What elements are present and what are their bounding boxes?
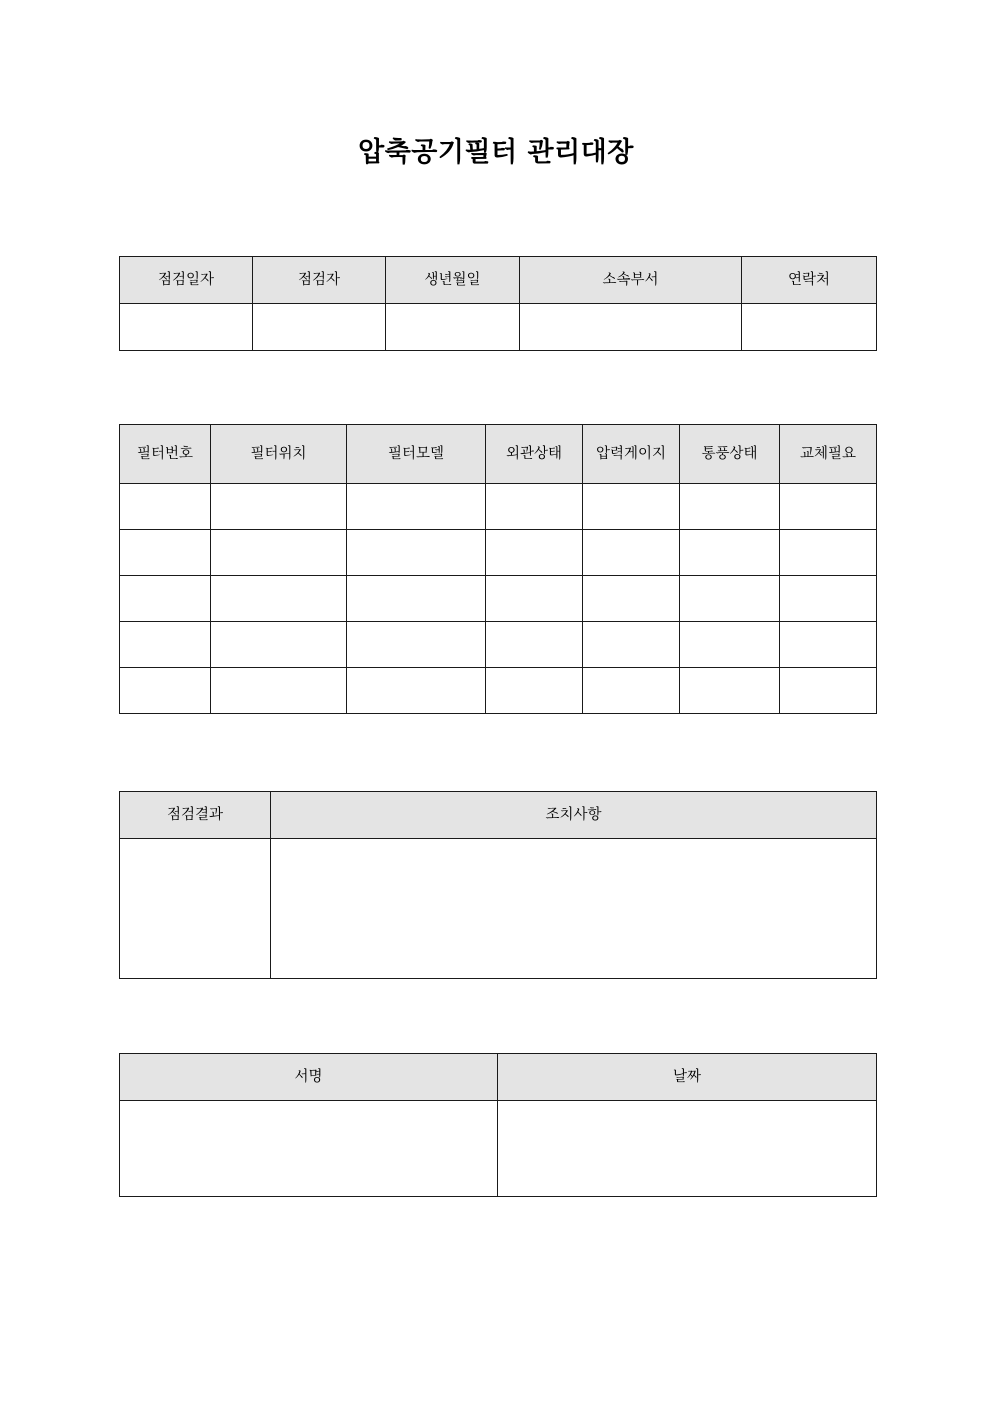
- cell-filter-location[interactable]: [211, 668, 347, 714]
- header-birth-date: 생년월일: [386, 257, 520, 304]
- cell-filter-number[interactable]: [120, 576, 211, 622]
- cell-filter-number[interactable]: [120, 622, 211, 668]
- cell-department[interactable]: [520, 304, 742, 351]
- cell-replacement-needed[interactable]: [780, 530, 877, 576]
- cell-ventilation-state[interactable]: [680, 668, 780, 714]
- header-ventilation-state: 통풍상태: [680, 425, 780, 484]
- cell-birth-date[interactable]: [386, 304, 520, 351]
- header-inspector-name: 점검자: [253, 257, 386, 304]
- filter-checklist-table: [119, 424, 877, 714]
- table-header-row: [120, 257, 877, 304]
- header-action-taken: 조치사항: [271, 792, 877, 839]
- page-title: 압축공기필터 관리대장: [358, 137, 634, 168]
- table-row: [120, 668, 877, 714]
- cell-filter-location[interactable]: [211, 484, 347, 530]
- cell-pressure-gauge[interactable]: [583, 622, 680, 668]
- header-pressure-gauge: 압력게이지: [583, 425, 680, 484]
- header-replacement-needed: 교체필요: [780, 425, 877, 484]
- cell-filter-model[interactable]: [347, 484, 486, 530]
- table-row: [120, 1101, 877, 1197]
- cell-appearance-state[interactable]: [486, 530, 583, 576]
- header-date: 날짜: [498, 1054, 877, 1101]
- cell-filter-model[interactable]: [347, 576, 486, 622]
- table-row: [120, 576, 877, 622]
- cell-signature[interactable]: [120, 1101, 498, 1197]
- table-header-row: [120, 792, 877, 839]
- cell-replacement-needed[interactable]: [780, 484, 877, 530]
- cell-ventilation-state[interactable]: [680, 484, 780, 530]
- cell-pressure-gauge[interactable]: [583, 668, 680, 714]
- header-contact: 연락처: [742, 257, 877, 304]
- cell-appearance-state[interactable]: [486, 622, 583, 668]
- cell-replacement-needed[interactable]: [780, 668, 877, 714]
- header-signature: 서명: [120, 1054, 498, 1101]
- result-action-table: [119, 791, 877, 979]
- cell-filter-number[interactable]: [120, 530, 211, 576]
- header-department: 소속부서: [520, 257, 742, 304]
- cell-filter-location[interactable]: [211, 530, 347, 576]
- cell-inspection-result[interactable]: [120, 839, 271, 979]
- table-header-row: [120, 425, 877, 484]
- cell-inspector-name[interactable]: [253, 304, 386, 351]
- cell-filter-model[interactable]: [347, 530, 486, 576]
- cell-filter-number[interactable]: [120, 668, 211, 714]
- cell-ventilation-state[interactable]: [680, 576, 780, 622]
- cell-appearance-state[interactable]: [486, 484, 583, 530]
- cell-replacement-needed[interactable]: [780, 622, 877, 668]
- cell-pressure-gauge[interactable]: [583, 530, 680, 576]
- header-inspection-date: 점검일자: [120, 257, 253, 304]
- header-filter-number: 필터번호: [120, 425, 211, 484]
- cell-filter-model[interactable]: [347, 622, 486, 668]
- cell-action-taken[interactable]: [271, 839, 877, 979]
- table-header-row: [120, 1054, 877, 1101]
- cell-appearance-state[interactable]: [486, 668, 583, 714]
- header-inspection-result: 점검결과: [120, 792, 271, 839]
- cell-date[interactable]: [498, 1101, 877, 1197]
- cell-ventilation-state[interactable]: [680, 530, 780, 576]
- cell-filter-location[interactable]: [211, 622, 347, 668]
- cell-contact[interactable]: [742, 304, 877, 351]
- table-row: [120, 304, 877, 351]
- cell-filter-number[interactable]: [120, 484, 211, 530]
- table-row: [120, 484, 877, 530]
- cell-appearance-state[interactable]: [486, 576, 583, 622]
- table-row: [120, 622, 877, 668]
- cell-pressure-gauge[interactable]: [583, 484, 680, 530]
- cell-ventilation-state[interactable]: [680, 622, 780, 668]
- header-filter-location: 필터위치: [211, 425, 347, 484]
- signature-date-table: [119, 1053, 877, 1197]
- table-row: [120, 839, 877, 979]
- header-appearance-state: 외관상태: [486, 425, 583, 484]
- cell-filter-model[interactable]: [347, 668, 486, 714]
- table-row: [120, 530, 877, 576]
- cell-inspection-date[interactable]: [120, 304, 253, 351]
- inspector-info-table: [119, 256, 877, 351]
- cell-filter-location[interactable]: [211, 576, 347, 622]
- header-filter-model: 필터모델: [347, 425, 486, 484]
- cell-replacement-needed[interactable]: [780, 576, 877, 622]
- cell-pressure-gauge[interactable]: [583, 576, 680, 622]
